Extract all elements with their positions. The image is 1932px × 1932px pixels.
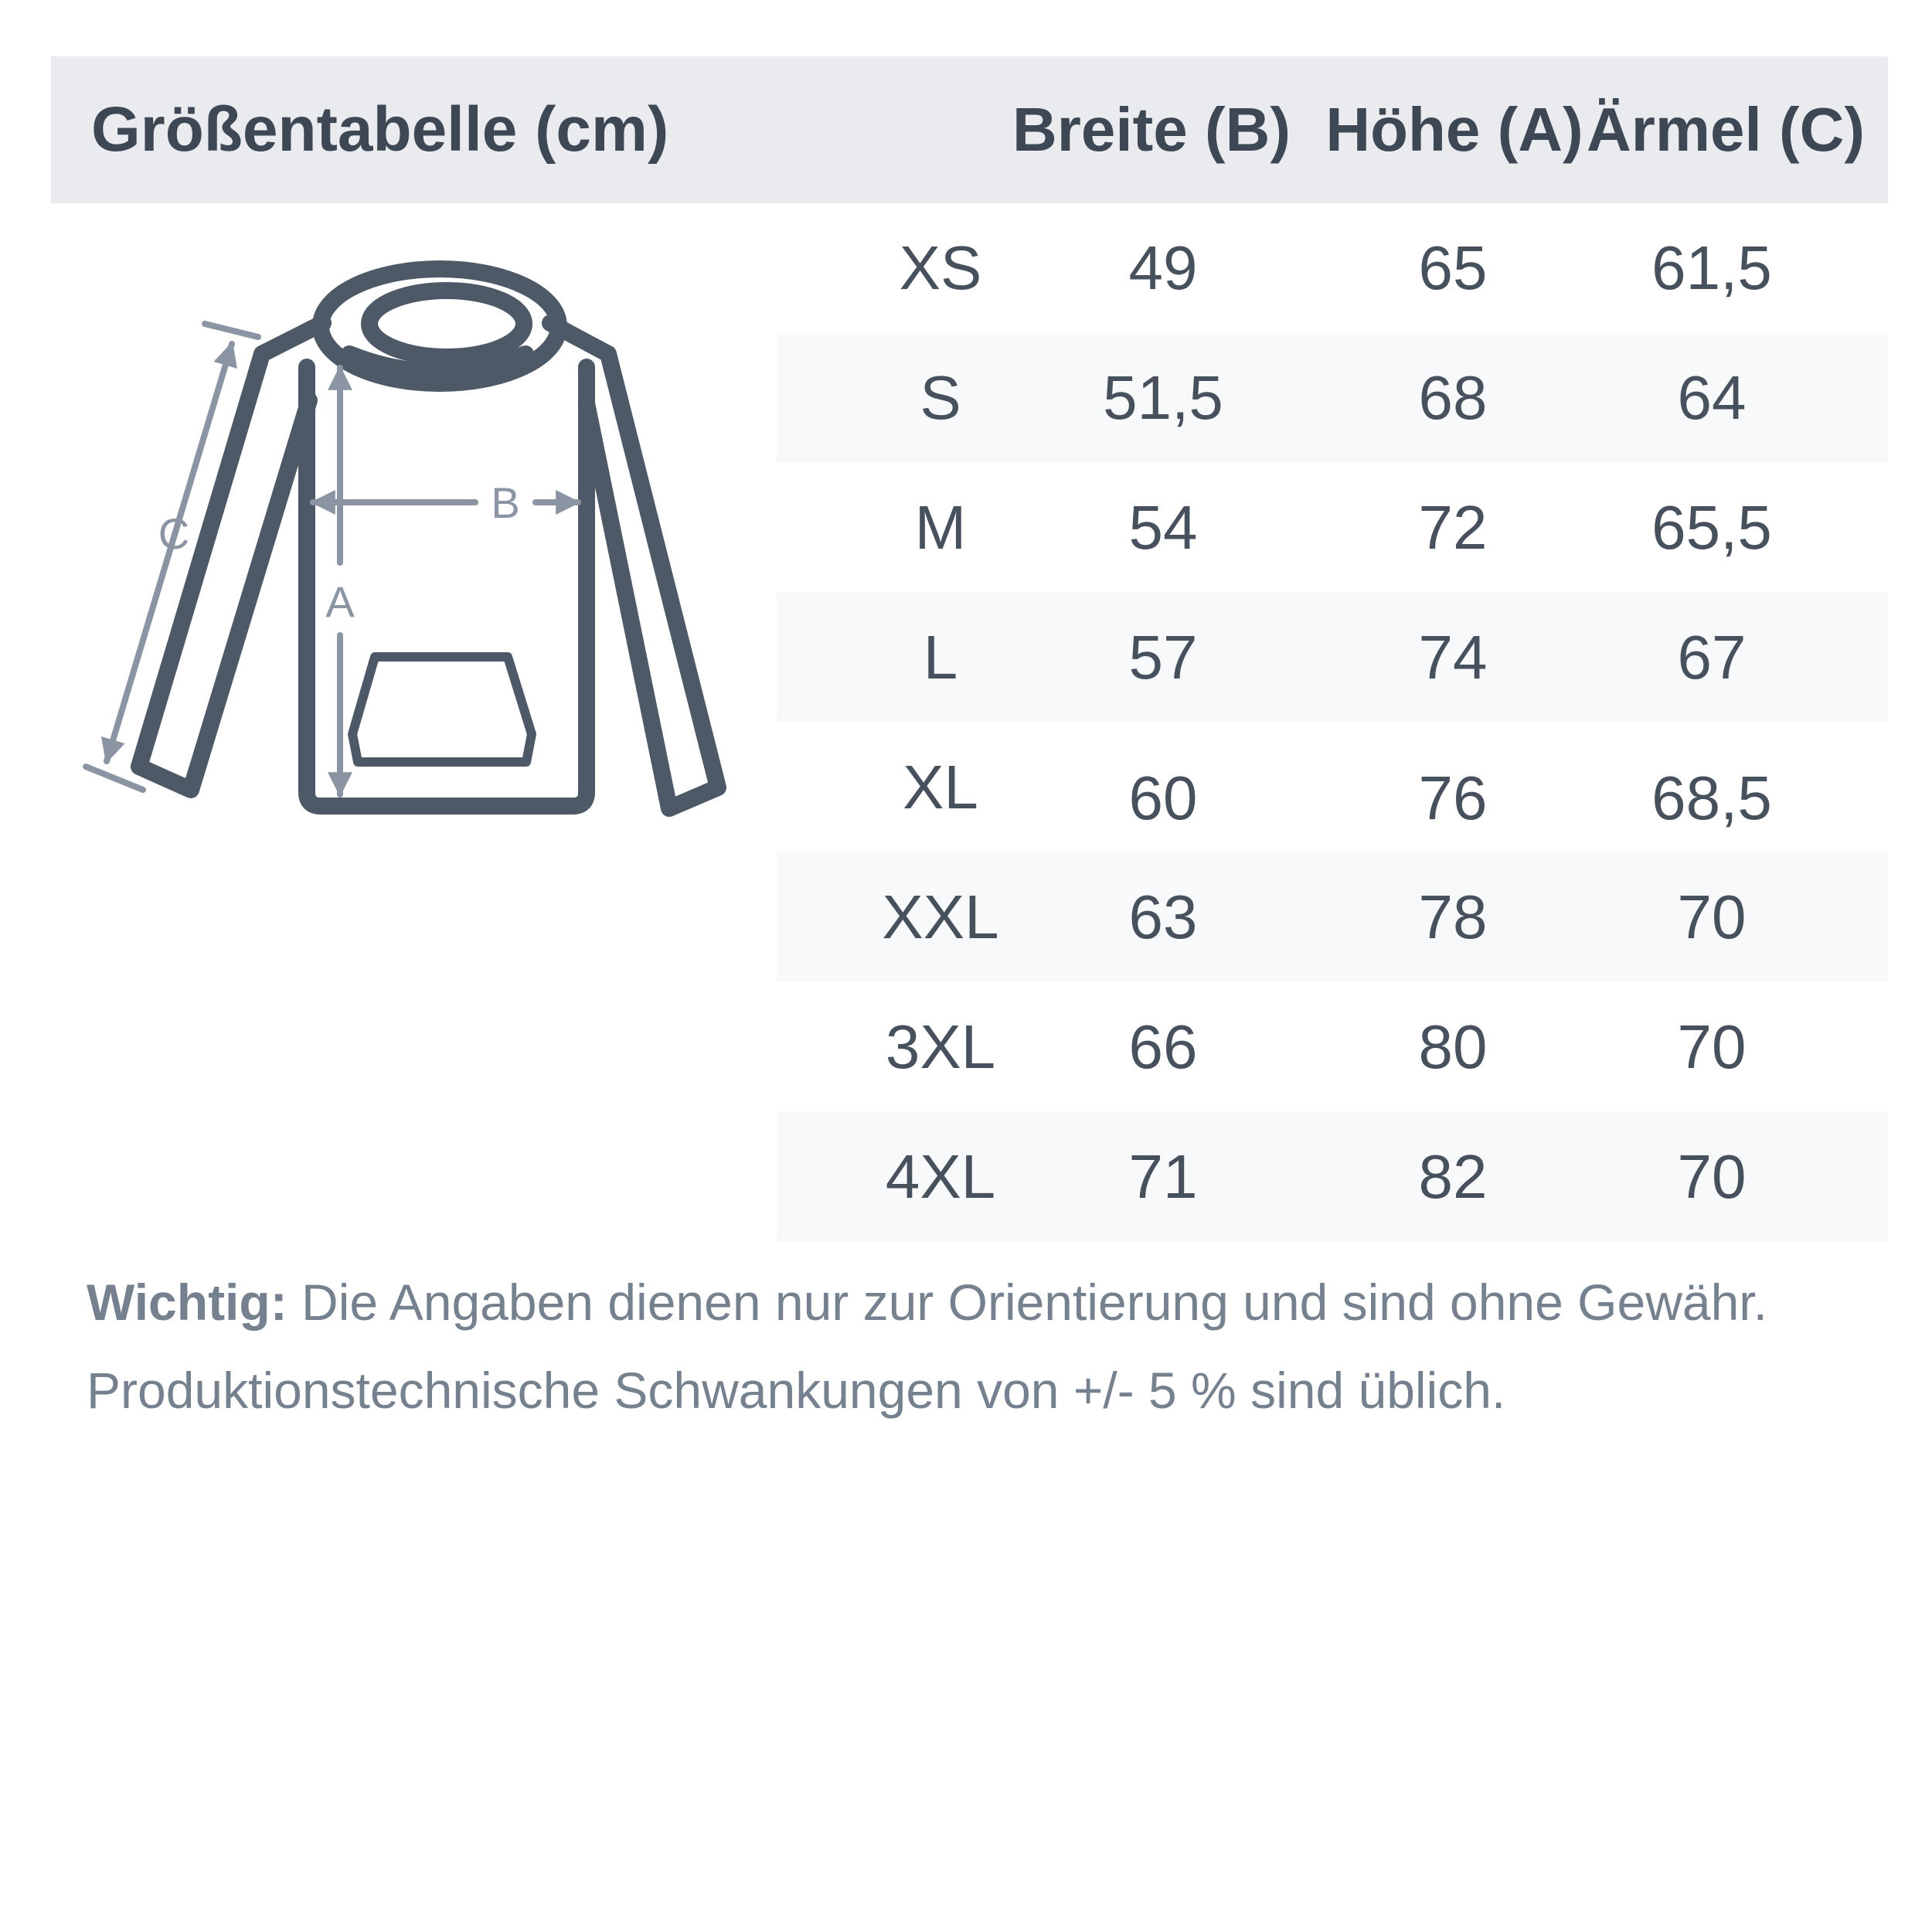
column-header-aermel: Ärmel (C) [1586,95,1866,164]
aermel-value: 70 [1677,1012,1747,1081]
hoodie-pocket [352,657,532,762]
size-label: XS [899,233,982,302]
table-row [777,852,1888,982]
hoehe-value: 78 [1418,883,1488,951]
aermel-value: 70 [1677,1142,1747,1211]
table-row [777,1112,1888,1242]
hood-inner-ring [369,291,524,357]
label-a: A [325,577,355,626]
hoodie-diagram-svg [46,201,781,896]
table-row [777,333,1888,463]
aermel-value: 65,5 [1651,493,1772,562]
footer-line-2: Produktionstechnische Schwankungen von +/- 5 % sind üblich. [87,1362,1506,1419]
table-row [777,203,1888,333]
size-label: M [914,493,967,562]
hoehe-value: 65 [1418,233,1488,302]
label-c: C [158,509,190,558]
breite-value: 71 [1128,1142,1198,1211]
table-row [777,593,1888,723]
label-b: B [491,478,520,527]
size-table-body [777,203,1888,1242]
size-label: L [923,623,958,692]
breite-value: 54 [1128,493,1198,562]
breite-value: 57 [1128,623,1198,692]
hoehe-value: 80 [1418,1012,1488,1081]
size-label: S [920,363,961,432]
sleeve-tick-top [205,324,258,337]
aermel-value: 64 [1677,363,1747,432]
footer-line-1-text: Die Angaben dienen nur zur Orientierung und sind ohne Gewähr. [287,1274,1767,1331]
page-title: Größentabelle (cm) [91,94,669,165]
hoehe-value: 74 [1418,623,1488,692]
hoehe-value: 68 [1418,363,1488,432]
column-header-breite: Breite (B) [1012,95,1291,164]
table-row [777,463,1888,593]
size-label: XXL [882,883,999,951]
hoehe-value: 72 [1418,493,1488,562]
size-label: XL [903,753,978,821]
footer-note [87,1258,1872,1434]
aermel-value: 68,5 [1651,764,1772,832]
aermel-value: 67 [1677,623,1747,692]
footer-line-1 [87,1258,1872,1346]
column-header-hoehe: Höhe (A) [1325,95,1583,164]
size-label: 4XL [885,1142,996,1211]
breite-value: 63 [1128,883,1198,951]
size-label: 3XL [885,1012,996,1081]
breite-value: 49 [1128,233,1198,302]
hoodie-measurement-diagram [46,201,781,896]
breite-value: 51,5 [1103,363,1223,432]
breite-value: 60 [1128,764,1198,832]
size-chart-header [51,56,1888,203]
footer-bold-prefix: Wichtig: [87,1274,287,1331]
aermel-value: 61,5 [1651,233,1772,302]
table-row [777,982,1888,1112]
hoehe-value: 82 [1418,1142,1488,1211]
hoodie-right-sleeve [587,354,718,808]
hoodie-outline [139,269,718,808]
breite-value: 66 [1128,1012,1198,1081]
aermel-value: 70 [1677,883,1747,951]
hoehe-value: 76 [1418,764,1488,832]
table-row [777,723,1888,852]
